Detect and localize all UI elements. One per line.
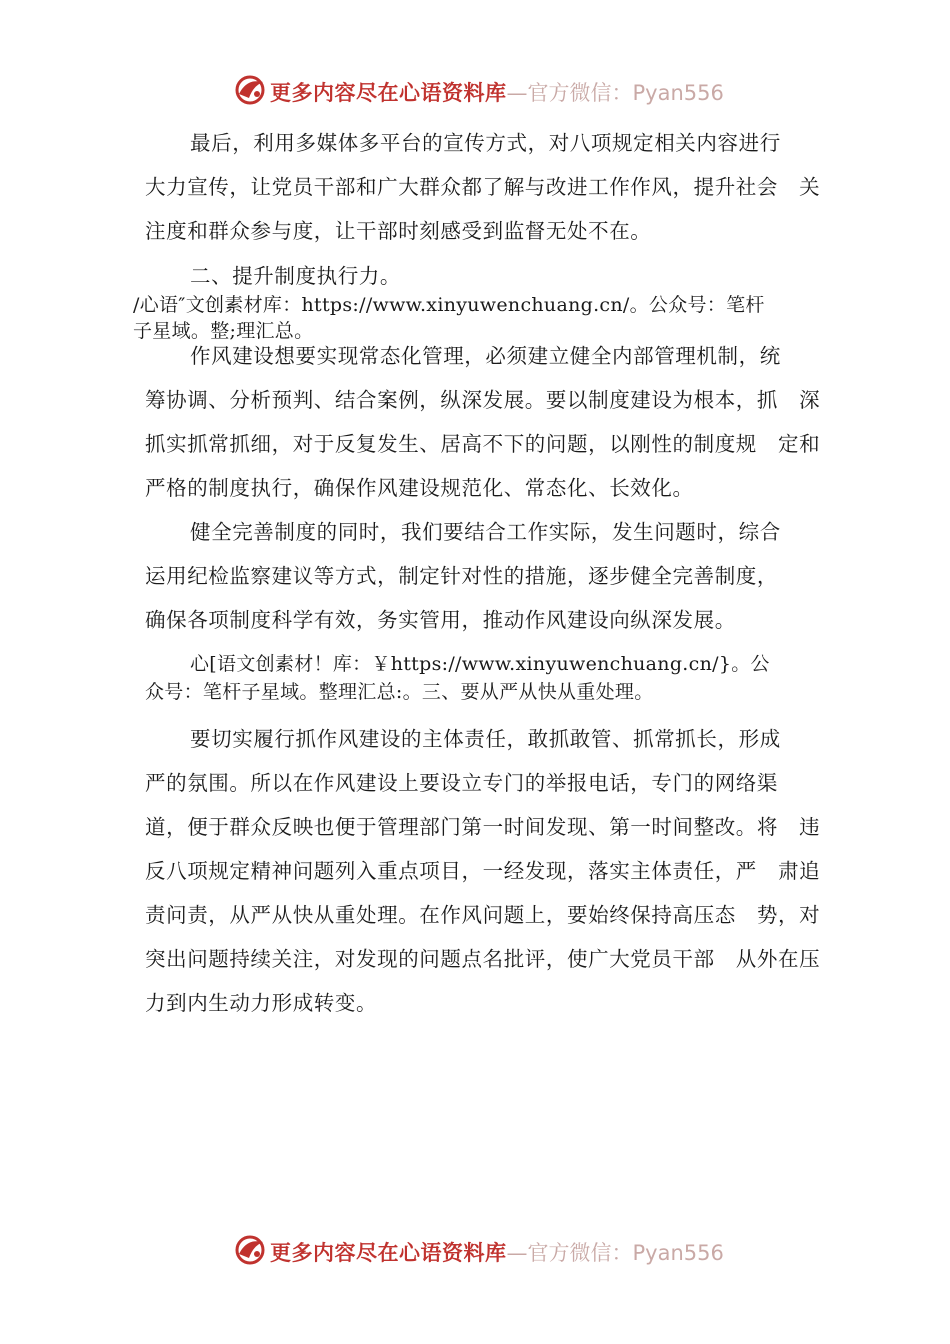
paragraph-line: 注度和群众参与度，让干部时刻感受到监督无处不在。 [145,219,652,243]
paragraph-line: 抓实抓常抓细，对于反复发生、居高不下的问题，以刚性的制度规 定和 [145,432,821,456]
brand-logo-icon [233,1232,269,1268]
paragraph-line: 严格的制度执行，确保作风建设规范化、常态化、长效化。 [145,476,694,500]
brand-logo-icon [233,72,269,108]
banner-main-text: 更多内容尽在心语资料库 [270,1241,507,1265]
promo-line: 众号：笔杆子星域。整理汇总:。三、要从严从快从重处理。 [145,681,654,703]
paragraph-line: 反八项规定精神问题列入重点项目，一经发现，落实主体责任，严 肃追 [145,859,821,883]
paragraph-line: 运用纪检监察建议等方式，制定针对性的措施，逐步健全完善制度， [145,564,778,588]
banner-text [270,78,724,108]
banner-sub-text: —官方微信：Pyan556 [506,81,724,105]
paragraph-line: 突出问题持续关注，对发现的问题点名批评，使广大党员干部 从外在压 [145,947,821,971]
paragraph-line: 确保各项制度科学有效，务实管用，推动作风建设向纵深发展。 [145,608,736,632]
paragraph-line: 最后，利用多媒体多平台的宣传方式，对八项规定相关内容进行 [190,131,781,155]
paragraph-line: 作风建设想要实现常态化管理，必须建立健全内部管理机制，统 [190,344,781,368]
header-banner [0,72,950,116]
promo-line: 子星域。整;理汇总。 [133,320,314,342]
paragraph-line: 要切实履行抓作风建设的主体责任，敢抓敢管、抓常抓长，形成 [190,727,781,751]
section-heading: 二、提升制度执行力。 [190,264,401,288]
paragraph-line: 责问责，从严从快从重处理。在作风问题上，要始终保持高压态 势，对 [145,903,821,927]
paragraph-line: 严的氛围。所以在作风建设上要设立专门的举报电话，专门的网络渠 [145,771,778,795]
promo-line: 心[语文创素材！库：￥https://www.xinyuwenchuang.cn/}。公 [190,653,770,675]
paragraph-line: 健全完善制度的同时，我们要结合工作实际，发生问题时，综合 [190,520,781,544]
banner-text [270,1238,724,1268]
paragraph-line: 力到内生动力形成转变。 [145,991,378,1015]
banner-sub-text: —官方微信：Pyan556 [506,1241,724,1265]
banner-main-text: 更多内容尽在心语资料库 [270,81,507,105]
paragraph-line: 大力宣传，让党员干部和广大群众都了解与改进工作作风，提升社会 关 [145,175,821,199]
paragraph-line: 道，便于群众反映也便于管理部门第一时间发现、第一时间整改。将 违 [145,815,821,839]
paragraph-line: 筹协调、分析预判、结合案例，纵深发展。要以制度建设为根本，抓 深 [145,388,821,412]
promo-line: /心语″文创素材库：https://www.xinyuwenchuang.cn/。公众号：笔杆 [133,294,765,316]
footer-banner [0,1232,950,1276]
